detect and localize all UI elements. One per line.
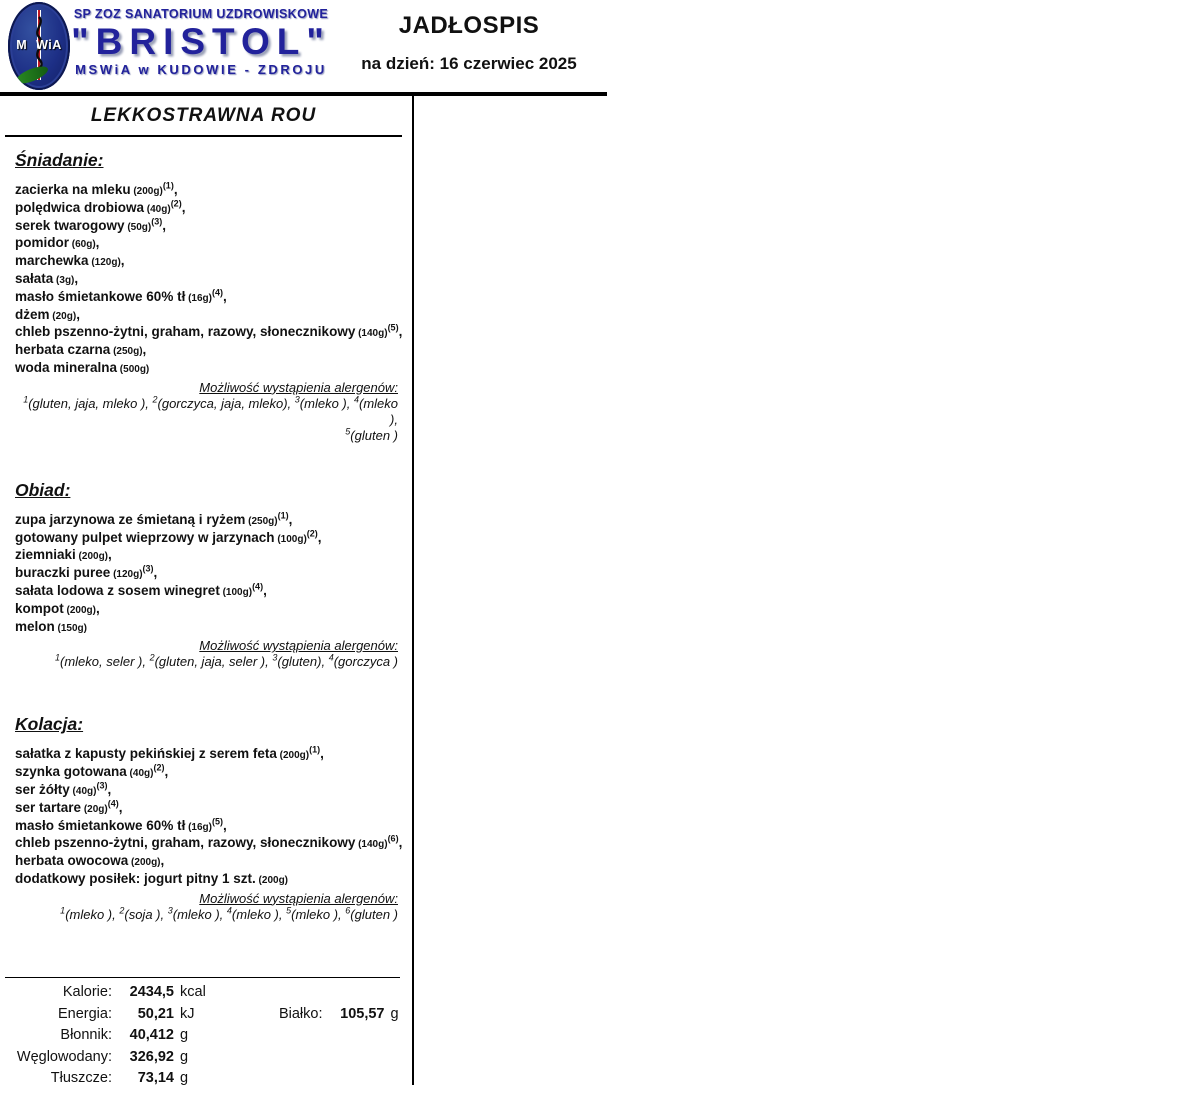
menu-item-name: chleb pszenno-żytni, graham, razowy, słonecznikowy: [15, 835, 356, 851]
nutrition-value: 326,92: [129, 1048, 174, 1065]
organization-name: [55, 22, 347, 62]
allergen-ref-number: 1: [23, 394, 29, 405]
meals-root: [0, 137, 410, 923]
allergen-text: (soja ),: [124, 906, 168, 922]
menu-item-name: kompot: [15, 600, 64, 616]
allergen-heading: Możliwość wystąpienia alergenów:: [199, 638, 398, 654]
menu-item-separator: ,: [263, 582, 267, 598]
menu-item-name: herbata owocowa: [15, 853, 129, 869]
organization-block: [55, 7, 347, 77]
nutrition-value: 73,14: [137, 1070, 174, 1086]
nutrition-row: [0, 1049, 410, 1071]
menu-item-weight: (200g): [75, 551, 109, 563]
menu-item: [15, 253, 398, 271]
nutrition-label: Tłuszcze:: [50, 1070, 112, 1086]
menu-item: [15, 218, 398, 236]
menu-item-weight: (140g): [355, 839, 388, 851]
menu-item-weight: (60g): [69, 239, 96, 251]
menu-item-separator: ,: [162, 217, 166, 233]
nutrition-label: Błonnik:: [60, 1027, 112, 1043]
menu-item-name: masło śmietankowe 60% tł: [15, 288, 186, 304]
menu-item: [15, 235, 398, 253]
nutrition-value: 2434,5: [129, 984, 174, 1000]
document-header: [348, 12, 590, 74]
menu-item-weight: (200g): [63, 604, 96, 616]
menu-item-name: pomidor: [15, 235, 69, 251]
menu-item-separator: ,: [108, 547, 112, 563]
meal-heading-sniadanie: [15, 137, 398, 171]
menu-item: [15, 360, 398, 378]
menu-item-name: herbata czarna: [15, 342, 111, 358]
nutrition-value: 40,412: [129, 1027, 174, 1043]
menu-item-allergen-ref: (3): [142, 563, 154, 574]
menu-item-allergen-ref: (6): [387, 833, 399, 844]
menu-item-name: marchewka: [15, 253, 89, 269]
menu-item-weight: (20g): [49, 310, 77, 322]
menu-item-separator: ,: [95, 600, 100, 616]
meal-section-sniadanie: [15, 137, 403, 444]
nutrition-row: [0, 1070, 410, 1092]
menu-item-separator: ,: [398, 324, 403, 340]
menu-item-name: melon: [15, 618, 55, 634]
menu-item-name: dżem: [15, 306, 50, 322]
allergen-heading: Możliwość wystąpienia alergenów:: [199, 890, 398, 906]
menu-item-separator: ,: [142, 342, 147, 358]
allergen-text: (gluten ): [350, 427, 398, 443]
nutrition-value: 105,57: [340, 1005, 385, 1022]
menu-item-allergen-ref: (2): [170, 198, 182, 209]
meal-heading-label: Śniadanie:: [15, 150, 104, 170]
nutrition-label: Węglowodany:: [16, 1048, 112, 1065]
allergen-ref-number: 4: [226, 905, 232, 916]
document-title: JADŁOSPIS: [398, 12, 540, 39]
menu-item: [15, 289, 398, 307]
nutrition-label: Kalorie:: [62, 984, 112, 1000]
meal-item-list: [15, 180, 403, 378]
menu-item-name: zacierka na mleku: [15, 182, 131, 197]
diet-title: LEKKOSTRAWNA ROU: [5, 103, 402, 137]
menu-item-separator: ,: [317, 529, 322, 545]
menu-item-name: ser żółty: [15, 781, 70, 797]
allergen-ref-number: 1: [54, 653, 60, 664]
menu-item: [15, 619, 398, 637]
allergen-ref-number: 3: [294, 394, 300, 405]
nutrition-row: [0, 1027, 410, 1049]
menu-item-weight: (200g): [255, 874, 289, 886]
nutrition-unit: kcal: [180, 984, 206, 1000]
menu-item: [15, 800, 398, 818]
meal-heading-label: Kolacja:: [15, 714, 84, 735]
menu-item-separator: ,: [173, 182, 178, 197]
quote-open: ": [71, 21, 96, 62]
menu-item-separator: ,: [120, 253, 125, 269]
menu-item-name: masło śmietankowe 60% tł: [15, 817, 186, 833]
menu-item-name: serek twarogowy: [15, 217, 125, 233]
menu-item-name: szynka gotowana: [15, 764, 127, 780]
menu-item-weight: (200g): [130, 186, 163, 197]
meal-heading-label: Obiad:: [15, 479, 71, 500]
menu-item-name: sałata: [15, 270, 54, 286]
menu-item-weight: (3g): [53, 274, 75, 286]
menu-item-weight: (100g): [219, 586, 253, 598]
logo-text-left: M: [16, 38, 28, 52]
menu-item-separator: ,: [118, 799, 123, 815]
menu-item-separator: ,: [320, 746, 324, 762]
nutrition-summary: [0, 977, 410, 1092]
menu-item-allergen-ref: (1): [309, 744, 321, 755]
nutrition-unit: g: [180, 1070, 189, 1086]
menu-item-allergen-ref: (1): [162, 180, 174, 191]
allergen-text: (gluten, jaja, seler ),: [154, 654, 273, 670]
nutrition-divider-rule: [5, 977, 400, 978]
allergen-heading: Możliwość wystąpienia alergenów:: [199, 379, 398, 395]
allergen-ref-number: 4: [353, 394, 359, 405]
allergen-text: (mleko, seler ),: [59, 654, 150, 670]
menu-item-weight: (40g): [126, 768, 154, 780]
allergen-text: (gluten),: [277, 654, 329, 670]
menu-item: [15, 601, 398, 619]
menu-item-weight: (16g): [185, 821, 212, 833]
menu-item-name: polędwica drobiowa: [15, 199, 145, 215]
allergen-text: (mleko ),: [291, 906, 346, 922]
allergen-text: (mleko ),: [231, 906, 287, 922]
allergen-ref-number: 2: [149, 653, 155, 664]
menu-item-weight: (140g): [355, 328, 388, 340]
allergen-ref-number: 2: [152, 394, 158, 405]
meal-section-obiad: [15, 444, 398, 671]
menu-item-weight: (20g): [81, 803, 108, 815]
menu-item: [15, 530, 398, 548]
menu-item-name: ser tartare: [15, 799, 82, 815]
menu-item: [15, 853, 398, 871]
menu-item: [15, 764, 398, 782]
menu-item: [15, 746, 398, 764]
menu-item-weight: (120g): [110, 569, 143, 581]
menu-item-allergen-ref: (1): [277, 510, 289, 521]
menu-item-weight: (120g): [88, 257, 121, 269]
allergen-text: (mleko ),: [172, 906, 227, 922]
allergen-text: (gluten ): [350, 906, 398, 922]
menu-item: [15, 271, 398, 289]
menu-item-separator: ,: [223, 288, 227, 304]
menu-item-weight: (200g): [128, 857, 161, 869]
meal-item-list: [15, 512, 398, 637]
menu-item-separator: ,: [153, 565, 158, 581]
allergen-ref-number: 3: [167, 905, 173, 916]
menu-item: [15, 833, 403, 853]
menu-item-allergen-ref: (3): [151, 216, 163, 227]
menu-item-weight: (200g): [276, 750, 310, 762]
menu-item-allergen-ref: (5): [212, 816, 223, 827]
allergen-ref-number: 1: [60, 905, 66, 916]
menu-item-weight: (50g): [124, 221, 152, 233]
menu-item-weight: (40g): [69, 785, 97, 797]
meal-section-kolacja: [15, 670, 403, 922]
logo-text-right: WiA: [36, 38, 62, 52]
allergen-ref-number: 2: [119, 905, 125, 916]
organization-name-text: BRISTOL: [95, 21, 307, 62]
nutrition-unit: g: [390, 1005, 399, 1022]
allergen-ref-number: 6: [345, 905, 351, 916]
allergen-line: [15, 428, 398, 444]
organization-line1: SP ZOZ SANATORIUM UZDROWISKOWE: [73, 7, 329, 21]
menu-item: [15, 547, 398, 565]
menu-item: [15, 583, 398, 601]
allergen-line: [15, 907, 398, 923]
allergen-text: (gluten, jaja, mleko ),: [28, 395, 153, 411]
allergen-text: (mleko ),: [299, 395, 354, 411]
menu-item-name: chleb pszenno-żytni, graham, razowy, słonecznikowy: [15, 324, 356, 340]
menu-item-allergen-ref: (3): [96, 780, 108, 791]
menu-item-separator: ,: [398, 835, 403, 851]
meal-heading-obiad: [15, 444, 398, 501]
menu-item-weight: (250g): [110, 346, 143, 358]
nutrition-rows: [0, 984, 410, 1092]
column-divider-line: [412, 96, 414, 1085]
menu-item-weight: (150g): [54, 622, 87, 634]
meal-heading-kolacja: [15, 670, 398, 735]
document-date: na dzień: 16 czerwiec 2025: [361, 54, 577, 73]
nutrition-value: 50,21: [137, 1005, 174, 1022]
nutrition-row: [0, 984, 410, 1006]
menu-item-weight: (100g): [274, 533, 307, 545]
quote-close: ": [306, 21, 331, 62]
menu-item-name: sałata lodowa z sosem winegret: [15, 582, 220, 598]
menu-item-allergen-ref: (2): [153, 762, 165, 773]
nutrition-unit: g: [180, 1048, 189, 1065]
allergen-text: (gorczyca ): [333, 654, 398, 670]
menu-item-allergen-ref: (4): [107, 798, 119, 809]
nutrition-label: Białko:: [278, 1005, 323, 1022]
menu-item-name: ziemniaki: [15, 547, 76, 563]
nutrition-label: Energia:: [57, 1005, 112, 1022]
menu-item: [15, 512, 398, 530]
allergen-line: [15, 396, 398, 428]
menu-item-separator: ,: [164, 764, 169, 780]
menu-item-weight: (40g): [144, 203, 171, 215]
allergen-text: (gorczyca, jaja, mleko),: [157, 395, 295, 411]
allergen-ref-number: 5: [286, 905, 292, 916]
organization-line3: MSWiA w KUDOWIE - ZDROJU: [75, 62, 327, 77]
menu-item-name: gotowany pulpet wieprzowy w jarzynach: [15, 529, 275, 545]
allergen-line: [15, 654, 398, 670]
menu-item: [15, 307, 398, 325]
menu-item-name: sałatka z kapusty pekińskiej z serem feta: [15, 746, 277, 762]
menu-item-weight: (16g): [185, 292, 212, 304]
allergen-ref-number: 3: [272, 653, 278, 664]
menu-item-weight: (500g): [117, 363, 150, 375]
menu-item-name: dodatkowy posiłek: jogurt pitny 1 szt.: [15, 870, 256, 886]
menu-item-separator: ,: [160, 853, 165, 869]
menu-item: [15, 182, 398, 200]
menu-item-separator: ,: [181, 199, 186, 215]
menu-item-separator: ,: [76, 306, 80, 322]
menu-item: [15, 200, 398, 218]
allergen-ref-number: 4: [328, 653, 334, 664]
meal-item-list: [15, 744, 403, 888]
allergen-text: (mleko ),: [358, 395, 398, 427]
menu-item: [15, 322, 403, 342]
menu-item-separator: ,: [74, 270, 79, 286]
menu-item-separator: ,: [95, 235, 100, 251]
menu-item: [15, 871, 398, 889]
menu-item-weight: (250g): [245, 515, 278, 527]
menu-item: [15, 565, 398, 583]
nutrition-unit: g: [180, 1027, 189, 1043]
nutrition-row: [0, 1006, 410, 1028]
menu-item: [15, 342, 398, 360]
menu-item: [15, 782, 398, 800]
allergen-ref-number: 5: [345, 426, 351, 437]
menu-item: [15, 818, 398, 836]
menu-item-separator: ,: [288, 511, 293, 527]
menu-item-name: zupa jarzynowa ze śmietaną i ryżem: [15, 511, 246, 527]
menu-item-allergen-ref: (4): [212, 287, 223, 298]
menu-item-name: buraczki puree: [15, 565, 111, 581]
menu-column: [0, 96, 410, 1109]
menu-item-allergen-ref: (4): [252, 581, 264, 592]
menu-item-name: woda mineralna: [15, 359, 118, 375]
menu-item-allergen-ref: (5): [387, 322, 399, 333]
allergen-text: (mleko ),: [65, 906, 120, 922]
menu-item-separator: ,: [107, 781, 112, 797]
menu-item-separator: ,: [223, 817, 227, 833]
menu-item-allergen-ref: (2): [306, 528, 318, 539]
nutrition-unit: kJ: [180, 1005, 195, 1022]
